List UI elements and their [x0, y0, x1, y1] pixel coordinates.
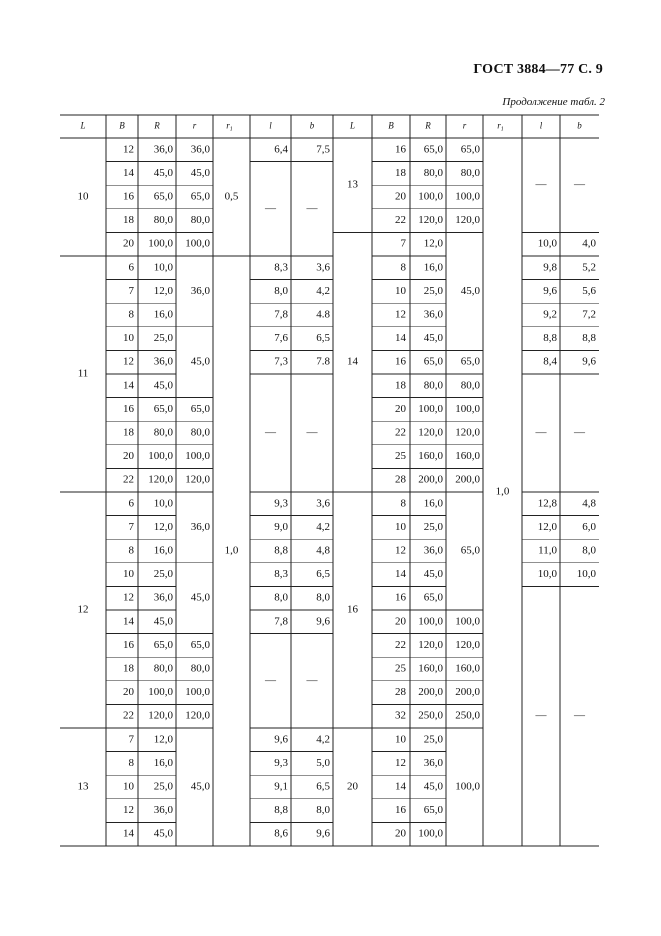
cell-b: 6,0: [582, 520, 596, 533]
cell-R: 45,0: [153, 166, 173, 179]
cell-b: 9,6: [316, 615, 330, 628]
cell-R: 65,0: [153, 190, 173, 203]
cell-B: 10: [395, 733, 406, 746]
cell-R: 120,0: [418, 426, 443, 439]
cell-b: 8,0: [316, 591, 330, 604]
cell-r: 45,0: [190, 780, 210, 793]
page-header: ГОСТ 3884—77 С. 9: [473, 62, 603, 77]
cell-B: 14: [395, 780, 406, 793]
cell-r: 250,0: [455, 709, 480, 722]
cell-r: 65,0: [460, 544, 480, 557]
cell-R: 16,0: [423, 497, 443, 510]
cell-l: 12,0: [537, 520, 557, 533]
cell-R: 36,0: [423, 544, 443, 557]
cell-B: 16: [123, 402, 134, 415]
header-R: R: [425, 120, 431, 131]
cell-r: 200,0: [455, 473, 480, 486]
cell-B: 10: [395, 520, 406, 533]
cell-l: 9,2: [543, 308, 557, 321]
cell-R: 65,0: [423, 804, 443, 817]
cell-l: 8,8: [274, 544, 288, 557]
cell-B: 7: [128, 284, 134, 297]
cell-r: 120,0: [455, 426, 480, 439]
cell-r: 100,0: [455, 780, 480, 793]
cell-l: 8,3: [274, 261, 288, 274]
cell-r: 160,0: [455, 662, 480, 675]
cell-b: 8,8: [582, 332, 596, 345]
cell-B: 18: [123, 662, 134, 675]
cell-l: 8,8: [543, 332, 557, 345]
cell-r: 80,0: [190, 214, 210, 227]
cell-b: 8,0: [582, 544, 596, 557]
cell-R: 10,0: [153, 261, 173, 274]
cell-b: —: [306, 426, 318, 439]
header-r1: $r_1$: [497, 120, 504, 133]
cell-R: 160,0: [418, 450, 443, 463]
cell-R: 12,0: [423, 237, 443, 250]
cell-R: 12,0: [153, 284, 173, 297]
cell-B: 10: [395, 284, 406, 297]
cell-r: 100,0: [185, 237, 210, 250]
cell-R: 16,0: [153, 756, 173, 769]
cell-l: 9,6: [274, 733, 288, 746]
cell-B: 10: [123, 780, 134, 793]
cell-l: 9,3: [274, 756, 288, 769]
cell-l: —: [265, 674, 276, 687]
cell-B: 16: [123, 638, 134, 651]
cell-r: 100,0: [455, 190, 480, 203]
cell-b: 10,0: [576, 568, 596, 581]
cell-l: —: [265, 426, 276, 439]
cell-R: 25,0: [153, 568, 173, 581]
cell-l: 6,4: [274, 143, 288, 156]
cell-r: 200,0: [455, 686, 480, 699]
cell-l: 8,6: [274, 827, 288, 840]
cell-L: 16: [347, 603, 358, 616]
cell-B: 25: [395, 450, 406, 463]
cell-b: 6,5: [316, 332, 330, 345]
cell-R: 16,0: [153, 308, 173, 321]
cell-L: 13: [347, 178, 358, 191]
cell-r: 80,0: [460, 166, 480, 179]
cell-B: 8: [400, 261, 406, 274]
cell-B: 8: [128, 544, 134, 557]
cell-R: 65,0: [423, 355, 443, 368]
cell-b: 6,5: [316, 780, 330, 793]
cell-r: 120,0: [455, 214, 480, 227]
cell-B: 16: [395, 143, 406, 156]
cell-b: 6,5: [316, 568, 330, 581]
cell-l: 7,8: [274, 308, 288, 321]
cell-B: 22: [395, 426, 406, 439]
cell-R: 120,0: [418, 638, 443, 651]
header-b: b: [577, 120, 582, 131]
cell-b: 7,2: [582, 308, 596, 321]
cell-R: 36,0: [153, 143, 173, 156]
cell-L: 14: [347, 355, 358, 368]
cell-B: 12: [123, 143, 134, 156]
cell-r: 100,0: [185, 450, 210, 463]
cell-B: 20: [395, 190, 406, 203]
table-continuation-caption: Продолжение табл. 2: [502, 96, 605, 108]
header-l: l: [539, 120, 543, 131]
cell-B: 22: [123, 709, 134, 722]
cell-b: 7,5: [316, 143, 330, 156]
cell-R: 25,0: [423, 733, 443, 746]
cell-B: 20: [123, 450, 134, 463]
cell-l: 10,0: [537, 237, 557, 250]
cell-B: 20: [395, 827, 406, 840]
cell-B: 16: [395, 355, 406, 368]
header-L: L: [349, 120, 356, 131]
cell-r: 45,0: [460, 284, 480, 297]
cell-l: —: [265, 202, 276, 215]
cell-l: 8,0: [274, 284, 288, 297]
cell-B: 22: [395, 214, 406, 227]
cell-B: 7: [400, 237, 406, 250]
cell-b: 4,8: [582, 497, 596, 510]
cell-B: 28: [395, 473, 406, 486]
cell-L: 20: [347, 780, 358, 793]
cell-r1: 1,0: [495, 485, 510, 498]
cell-R: 65,0: [153, 402, 173, 415]
cell-R: 250,0: [418, 709, 443, 722]
cell-r: 100,0: [455, 615, 480, 628]
cell-b: 5,6: [582, 284, 596, 297]
cell-R: 25,0: [423, 284, 443, 297]
cell-l: 8,8: [274, 804, 288, 817]
cell-b: 4,2: [316, 733, 330, 746]
cell-B: 28: [395, 686, 406, 699]
cell-B: 20: [395, 402, 406, 415]
cell-B: 6: [128, 261, 134, 274]
cell-B: 12: [123, 355, 134, 368]
cell-R: 25,0: [423, 520, 443, 533]
cell-r: 120,0: [185, 473, 210, 486]
cell-b: 4,0: [582, 237, 596, 250]
header-r1: $r_1$: [226, 120, 233, 133]
cell-l: 8,4: [543, 355, 557, 368]
cell-r: 36,0: [190, 284, 210, 297]
header-b: b: [309, 120, 315, 131]
cell-R: 160,0: [418, 662, 443, 675]
cell-B: 12: [395, 756, 406, 769]
cell-B: 8: [128, 308, 134, 321]
cell-B: 14: [123, 827, 134, 840]
cell-r: 80,0: [190, 426, 210, 439]
cell-r: 80,0: [460, 379, 480, 392]
header-r: r: [462, 120, 467, 131]
cell-l: —: [535, 426, 547, 439]
cell-r: 100,0: [185, 686, 210, 699]
cell-b: —: [574, 178, 585, 191]
cell-R: 80,0: [423, 166, 443, 179]
cell-R: 25,0: [153, 780, 173, 793]
cell-R: 120,0: [418, 214, 443, 227]
cell-R: 100,0: [418, 827, 443, 840]
cell-R: 45,0: [153, 827, 173, 840]
cell-r: 120,0: [185, 709, 210, 722]
cell-R: 16,0: [423, 261, 443, 274]
cell-R: 65,0: [153, 638, 173, 651]
header-r: r: [192, 120, 197, 131]
cell-R: 100,0: [148, 237, 173, 250]
cell-R: 200,0: [418, 473, 443, 486]
cell-l: —: [535, 178, 547, 191]
cell-R: 100,0: [418, 190, 443, 203]
cell-B: 12: [395, 544, 406, 557]
cell-l: 9,3: [274, 497, 288, 510]
cell-R: 80,0: [153, 662, 173, 675]
cell-R: 100,0: [148, 686, 173, 699]
cell-B: 12: [123, 591, 134, 604]
cell-B: 14: [123, 615, 134, 628]
cell-b: 8,0: [316, 804, 330, 817]
cell-B: 14: [395, 568, 406, 581]
cell-r: 36,0: [190, 520, 210, 533]
cell-R: 36,0: [153, 804, 173, 817]
cell-b: 3,6: [316, 497, 330, 510]
cell-B: 22: [395, 638, 406, 651]
cell-R: 80,0: [423, 379, 443, 392]
cell-B: 12: [123, 804, 134, 817]
cell-B: 10: [123, 332, 134, 345]
cell-b: 5,2: [582, 261, 596, 274]
cell-r: 65,0: [190, 402, 210, 415]
cell-r: 65,0: [460, 355, 480, 368]
cell-R: 45,0: [423, 780, 443, 793]
cell-L: 10: [77, 190, 89, 203]
cell-r1: 1,0: [224, 544, 239, 557]
cell-B: 16: [123, 190, 134, 203]
cell-r: 45,0: [190, 591, 210, 604]
cell-R: 36,0: [423, 308, 443, 321]
cell-l: —: [535, 709, 547, 722]
header-L: L: [80, 120, 86, 131]
cell-r: 65,0: [190, 638, 210, 651]
cell-B: 10: [123, 568, 134, 581]
cell-B: 14: [123, 379, 134, 392]
cell-R: 100,0: [148, 450, 173, 463]
cell-R: 12,0: [153, 733, 173, 746]
cell-B: 20: [123, 686, 134, 699]
cell-r: 45,0: [190, 166, 210, 179]
cell-R: 12,0: [153, 520, 173, 533]
cell-B: 8: [400, 497, 406, 510]
header-B: B: [388, 120, 394, 131]
cell-b: 3,6: [316, 261, 330, 274]
cell-B: 18: [395, 379, 406, 392]
cell-R: 200,0: [418, 686, 443, 699]
cell-r: 65,0: [190, 190, 210, 203]
cell-l: 8,0: [274, 591, 288, 604]
cell-R: 120,0: [148, 709, 173, 722]
cell-L: 12: [77, 603, 89, 616]
cell-B: 16: [395, 591, 406, 604]
cell-R: 65,0: [423, 143, 443, 156]
header-l: l: [269, 120, 272, 131]
cell-l: 12,8: [537, 497, 557, 510]
cell-B: 18: [395, 166, 406, 179]
cell-R: 36,0: [153, 355, 173, 368]
cell-r1: 0,5: [224, 190, 239, 203]
header-B: B: [119, 120, 125, 131]
cell-b: 4,2: [316, 520, 330, 533]
cell-B: 18: [123, 426, 134, 439]
cell-b: —: [574, 709, 585, 722]
cell-l: 7,8: [274, 615, 288, 628]
cell-R: 120,0: [148, 473, 173, 486]
cell-R: 45,0: [423, 332, 443, 345]
cell-R: 80,0: [153, 214, 173, 227]
cell-r: 45,0: [190, 355, 210, 368]
cell-r: 80,0: [190, 662, 210, 675]
cell-b: 9,6: [582, 355, 596, 368]
cell-B: 14: [395, 332, 406, 345]
cell-B: 25: [395, 662, 406, 675]
cell-R: 80,0: [153, 426, 173, 439]
cell-b: —: [306, 674, 318, 687]
cell-l: 9,0: [274, 520, 288, 533]
cell-l: 8,3: [274, 568, 288, 581]
header-R: R: [154, 120, 160, 131]
cell-r: 100,0: [455, 402, 480, 415]
cell-B: 6: [128, 497, 134, 510]
cell-R: 36,0: [423, 756, 443, 769]
cell-l: 7,6: [274, 332, 288, 345]
cell-b: 4.8: [316, 308, 330, 321]
cell-r: 120,0: [455, 638, 480, 651]
cell-R: 45,0: [153, 615, 173, 628]
cell-R: 16,0: [153, 544, 173, 557]
cell-B: 18: [123, 214, 134, 227]
cell-B: 14: [123, 166, 134, 179]
cell-r: 160,0: [455, 450, 480, 463]
cell-l: 9,6: [543, 284, 557, 297]
cell-R: 100,0: [418, 402, 443, 415]
cell-B: 12: [395, 308, 406, 321]
cell-R: 65,0: [423, 591, 443, 604]
cell-l: 9,8: [543, 261, 557, 274]
cell-R: 100,0: [418, 615, 443, 628]
cell-R: 45,0: [153, 379, 173, 392]
cell-r: 36,0: [190, 143, 210, 156]
cell-b: 4,8: [316, 544, 330, 557]
cell-R: 25,0: [153, 332, 173, 345]
cell-b: 4,2: [316, 284, 330, 297]
cell-R: 45,0: [423, 568, 443, 581]
cell-B: 32: [395, 709, 406, 722]
cell-B: 7: [128, 733, 134, 746]
cell-l: 7,3: [274, 355, 288, 368]
cell-B: 7: [128, 520, 134, 533]
cell-b: 5,0: [316, 756, 330, 769]
cell-l: 10,0: [537, 568, 557, 581]
cell-L: 13: [77, 780, 89, 793]
cell-B: 16: [395, 804, 406, 817]
cell-R: 10,0: [153, 497, 173, 510]
cell-b: 7.8: [316, 355, 330, 368]
cell-b: —: [306, 202, 318, 215]
cell-b: 9,6: [316, 827, 330, 840]
cell-l: 11,0: [538, 544, 557, 557]
cell-l: 9,1: [274, 780, 288, 793]
cell-b: —: [574, 426, 585, 439]
cell-B: 20: [395, 615, 406, 628]
cell-R: 36,0: [153, 591, 173, 604]
cell-L: 11: [77, 367, 89, 380]
cell-B: 8: [128, 756, 134, 769]
cell-B: 20: [123, 237, 134, 250]
cell-B: 22: [123, 473, 134, 486]
cell-r: 65,0: [460, 143, 480, 156]
